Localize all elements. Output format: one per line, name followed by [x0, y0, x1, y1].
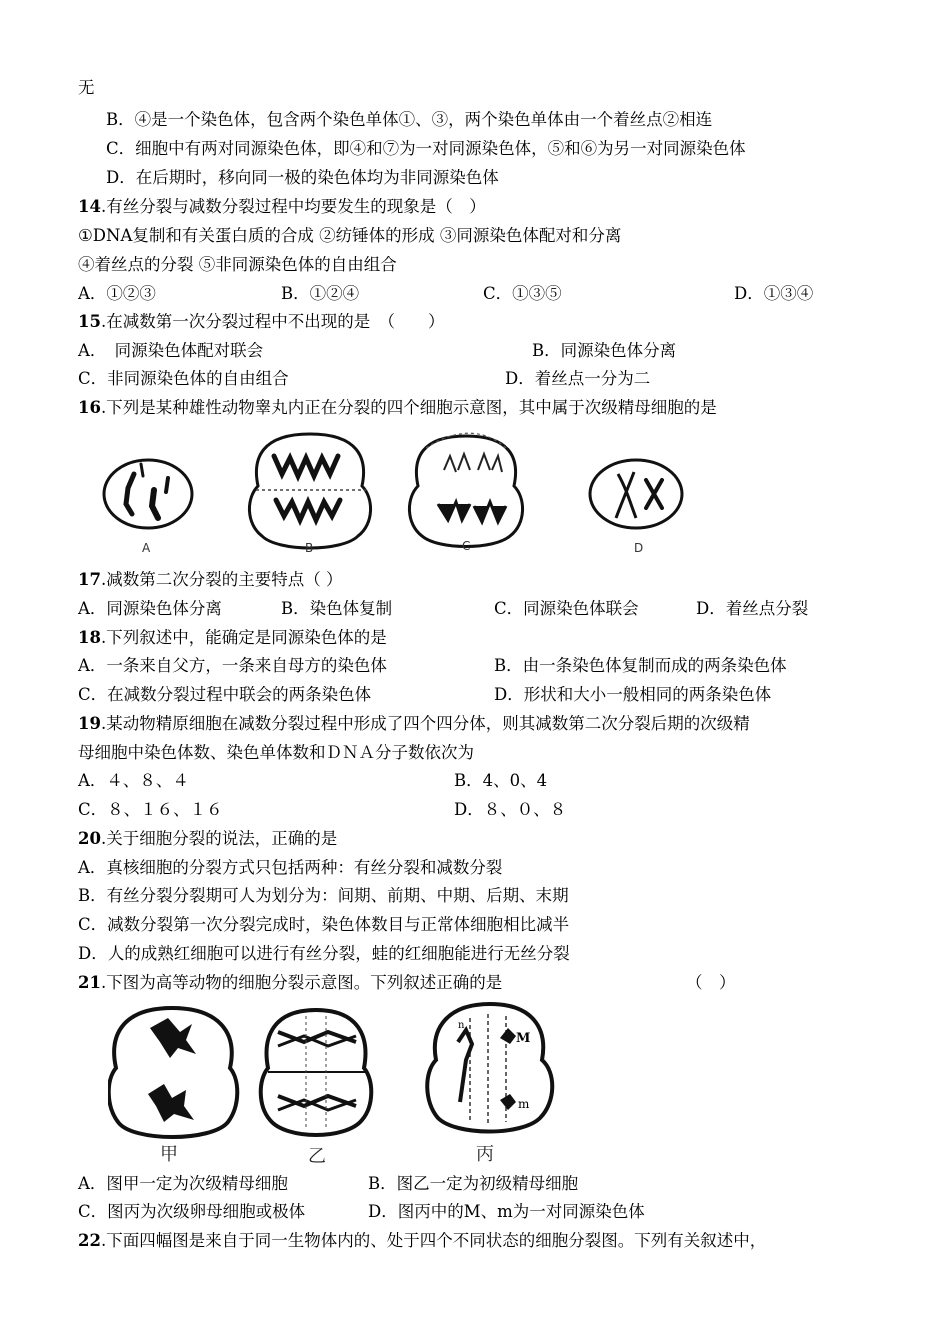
- statement-line: ①DNA复制和有关蛋白质的合成 ②纺锤体的形成 ③同源染色体配对和分离: [78, 226, 622, 245]
- question-17: [78, 569, 342, 591]
- mark-n: n: [458, 1020, 465, 1031]
- cell-label-jia: 甲: [160, 1144, 178, 1164]
- cell-a: [104, 460, 192, 555]
- answer-paren-21: （ ）: [686, 973, 736, 992]
- question-number: 16: [78, 398, 101, 417]
- option-b-19: B．4、0、4: [454, 771, 548, 790]
- option-d-14: D．①③④: [734, 284, 814, 303]
- option-c-14: C．①③⑤: [483, 284, 562, 303]
- option-d-19: D．８、０、８: [454, 800, 567, 819]
- option-d-18: D．形状和大小一般相同的两条染色体: [494, 685, 772, 704]
- question-stem: .某动物精原细胞在减数分裂过程中形成了四个四分体，则其减数第二次分裂后期的次级精: [100, 714, 750, 733]
- option-b-18: B．由一条染色体复制而成的两条染色体: [494, 656, 787, 675]
- question-number: 22: [78, 1231, 101, 1250]
- question-stem: .下列叙述中，能确定是同源染色体的是: [100, 628, 387, 647]
- option-c-20: C．减数分裂第一次分裂完成时，染色体数目与正常体细胞相比减半: [78, 915, 570, 934]
- option-a-15: A． 同源染色体配对联会: [78, 341, 264, 360]
- option-b-13: B．④是一个染色体，包含两个染色单体①、③，两个染色单体由一个着丝点②相连: [106, 110, 713, 129]
- option-c-13: C．细胞中有两对同源染色体，即④和⑦为一对同源染色体，⑤和⑥为另一对同源染色体: [106, 139, 746, 158]
- question-14: [78, 196, 486, 218]
- question-number: 21: [78, 973, 101, 992]
- question-19: [78, 713, 750, 735]
- cell-b: [249, 434, 370, 555]
- option-b-14: B．①②④: [281, 284, 360, 303]
- option-b-17: B．染色体复制: [281, 599, 393, 618]
- option-c-17: C．同源染色体联会: [494, 599, 639, 618]
- cell-label-d: D: [634, 541, 644, 555]
- option-d-17: D．着丝点分裂: [696, 599, 809, 618]
- option-a-20: A．真核细胞的分裂方式只包括两种：有丝分裂和减数分裂: [78, 858, 503, 877]
- question-stem: .在减数第一次分裂过程中不出现的是 （ ）: [100, 312, 445, 331]
- question-stem: .下图为高等动物的细胞分裂示意图。下列叙述正确的是: [100, 973, 503, 992]
- option-a-19: A．４、８、４: [78, 771, 189, 790]
- question-number: 19: [78, 714, 101, 733]
- cell-bing: [427, 1004, 552, 1164]
- text-line: 无: [78, 78, 95, 97]
- option-b-20: B．有丝分裂分裂期可人为划分为：间期、前期、中期、后期、末期: [78, 886, 569, 905]
- option-b-21: B．图乙一定为初级精母细胞: [368, 1174, 579, 1193]
- option-d-15: D．着丝点一分为二: [505, 369, 651, 388]
- question-stem: .减数第二次分裂的主要特点（ ）: [100, 570, 343, 589]
- question-stem: .关于细胞分裂的说法，正确的是: [100, 829, 338, 848]
- option-c-18: C．在减数分裂过程中联会的两条染色体: [78, 685, 372, 704]
- cell-label-bing: 丙: [476, 1144, 494, 1164]
- question-number: 17: [78, 570, 101, 589]
- option-c-21: C．图丙为次级卵母细胞或极体: [78, 1202, 306, 1221]
- cell-label-c: C: [462, 539, 471, 553]
- question-15: [78, 311, 444, 333]
- cell-jia: [109, 1008, 238, 1164]
- cell-label-a: A: [142, 541, 151, 555]
- cell-d: [590, 460, 682, 555]
- cell-c: [409, 433, 522, 553]
- question-22: [78, 1230, 766, 1252]
- cell-yi: [261, 1010, 372, 1164]
- question-number: 14: [78, 197, 101, 216]
- option-b-15: B．同源染色体分离: [532, 341, 677, 360]
- question-21: [78, 972, 502, 994]
- question-stem: .有丝分裂与减数分裂过程中均要发生的现象是（ ）: [100, 197, 486, 216]
- question-stem: .下列是某种雄性动物睾丸内正在分裂的四个细胞示意图，其中属于次级精母细胞的是: [100, 398, 717, 417]
- question-18: [78, 627, 387, 649]
- option-c-15: C．非同源染色体的自由组合: [78, 369, 289, 388]
- cell-diagram-16: [96, 428, 696, 562]
- option-a-17: A．同源染色体分离: [78, 599, 222, 618]
- option-d-20: D．人的成熟红细胞可以进行有丝分裂，蛙的红细胞能进行无丝分裂: [78, 944, 570, 963]
- option-a-14: A．①②③: [78, 284, 156, 303]
- mark-small-m: m: [518, 1097, 530, 1111]
- option-d-13: D．在后期时，移向同一极的染色体均为非同源染色体: [106, 168, 499, 187]
- question-20: [78, 828, 337, 850]
- question-number: 18: [78, 628, 101, 647]
- mark-big-m: M: [516, 1031, 531, 1046]
- question-number: 15: [78, 312, 101, 331]
- cell-label-b: B: [305, 541, 314, 555]
- option-a-18: A．一条来自父方，一条来自母方的染色体: [78, 656, 387, 675]
- question-19-continued: 母细胞中染色体数、染色单体数和ＤＮＡ分子数依次为: [78, 743, 474, 762]
- cell-diagram-21: [108, 1002, 568, 1164]
- option-d-21: D．图丙中的M、m为一对同源染色体: [368, 1202, 645, 1221]
- question-stem: .下面四幅图是来自于同一生物体内的、处于四个不同状态的细胞分裂图。下列有关叙述中，: [100, 1231, 767, 1250]
- option-a-21: A．图甲一定为次级精母细胞: [78, 1174, 288, 1193]
- option-c-19: C．８、１６、１６: [78, 800, 223, 819]
- question-16: [78, 397, 717, 419]
- statement-line: ④着丝点的分裂 ⑤非同源染色体的自由组合: [78, 255, 397, 274]
- cell-label-yi: 乙: [308, 1146, 326, 1164]
- question-number: 20: [78, 829, 101, 848]
